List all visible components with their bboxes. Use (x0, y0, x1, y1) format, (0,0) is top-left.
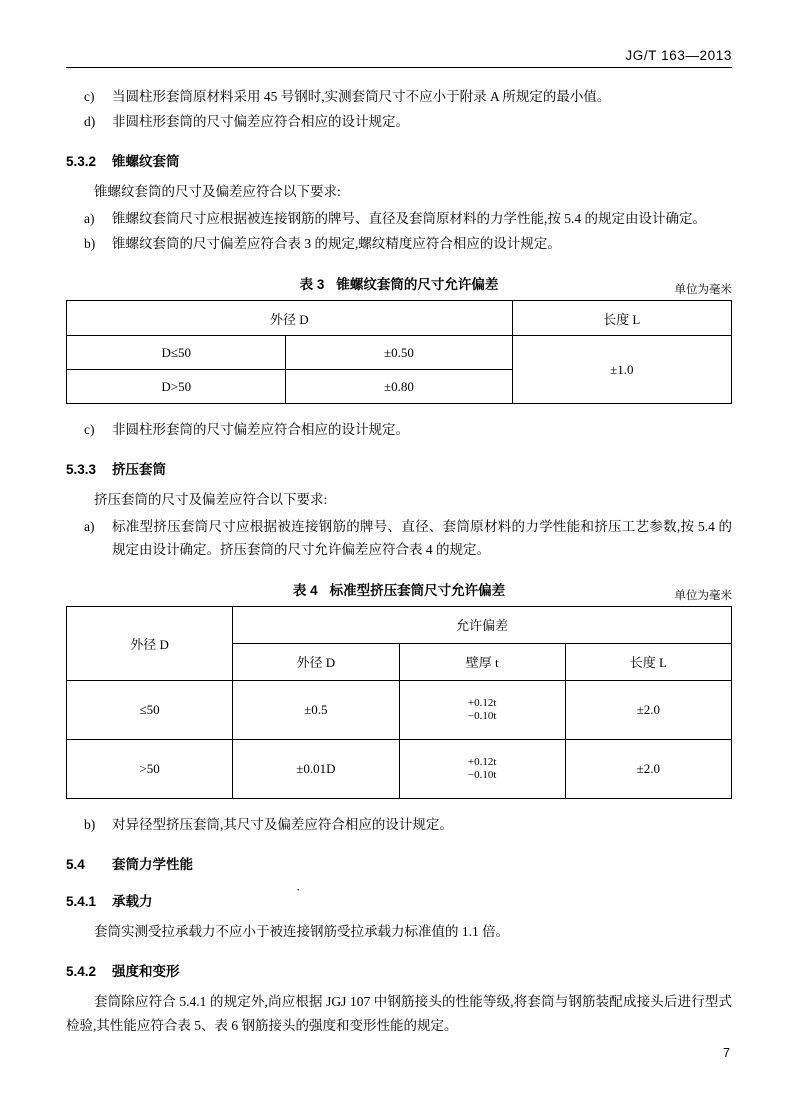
page-number: 7 (723, 1046, 730, 1060)
table3-unit-note: 单位为毫米 (674, 284, 732, 297)
section-number: 5.4.1 (66, 894, 97, 910)
section-title: 承载力 (112, 894, 153, 910)
table3-cell-length: ±1.0 (512, 336, 731, 404)
section-title: 强度和变形 (112, 964, 180, 980)
table4-subheader-thickness: 壁厚 t (399, 643, 565, 680)
list-item (66, 515, 732, 561)
list-marker: b) (84, 816, 96, 832)
list-item (66, 85, 732, 108)
list-item (66, 207, 732, 230)
section-heading-532 (66, 150, 732, 170)
section-number: 5.4 (66, 857, 85, 873)
section-532-intro: 锥螺纹套筒的尺寸及偏差应符合以下要求: (94, 184, 341, 200)
table3-number: 表 3 (299, 277, 325, 293)
list-item (66, 813, 732, 836)
table4-cell-dev-od: ±0.01D (233, 739, 399, 798)
list-text: 锥螺纹套筒的尺寸偏差应符合表 3 的规定,螺纹精度应符合相应的设计规定。 (112, 235, 561, 251)
list-marker: d) (84, 114, 96, 130)
table3-header-len: 长度 L (512, 301, 731, 336)
table4-cell-dev-thickness-top: +0.12t (467, 756, 497, 769)
table4-cell-dev-thickness (399, 739, 565, 798)
page-header: JG/T 163—2013 (66, 48, 732, 68)
list-item (66, 110, 732, 133)
table4-subheader-od: 外径 D (233, 643, 399, 680)
section-title: 挤压套筒 (112, 462, 166, 478)
list-text: 非圆柱形套筒的尺寸偏差应符合相应的设计规定。 (112, 114, 409, 130)
section-heading-542 (66, 960, 732, 980)
section-541-para: 套筒实测受拉承载力不应小于被连接钢筋受拉承载力标准值的 1.1 倍。 (94, 924, 510, 940)
page-content (66, 48, 732, 1040)
section-heading-541 (66, 890, 732, 910)
table4-header-group: 允许偏差 (233, 606, 732, 643)
table4 (66, 606, 732, 799)
list-item (66, 232, 732, 255)
table4-header-od: 外径 D (67, 606, 233, 680)
list-text: 非圆柱形套筒的尺寸偏差应符合相应的设计规定。 (112, 422, 409, 438)
table3-header-od: 外径 D (67, 301, 513, 336)
table4-subheader-length: 长度 L (565, 643, 731, 680)
table4-cell-od: >50 (67, 739, 233, 798)
stray-dot-mark: · (296, 882, 301, 897)
list-text: 对异径型挤压套筒,其尺寸及偏差应符合相应的设计规定。 (112, 816, 453, 832)
table3 (66, 300, 732, 404)
table4-cell-dev-od: ±0.5 (233, 680, 399, 739)
section-number: 5.3.3 (66, 462, 97, 478)
section-title: 锥螺纹套筒 (112, 154, 180, 170)
list-text: 标准型挤压套筒尺寸应根据被连接钢筋的牌号、直径、套筒原材料的力学性能和挤压工艺参数,按 5.4 的规定由设计确定。挤压套筒的尺寸允许偏差应符合表 4 的规定。 (112, 518, 732, 557)
table4-unit-note: 单位为毫米 (674, 589, 732, 602)
list-marker: c) (84, 89, 95, 104)
table4-cell-od: ≤50 (67, 680, 233, 739)
table4-cell-dev-length: ±2.0 (565, 739, 731, 798)
table-row (67, 336, 732, 370)
list-marker: c) (84, 422, 95, 438)
table3-cell-cond: D>50 (67, 370, 286, 404)
section-number: 5.3.2 (66, 154, 97, 170)
table-row (67, 739, 732, 798)
table4-title: 标准型挤压套筒尺寸允许偏差 (329, 582, 506, 598)
list-marker: b) (84, 235, 96, 251)
section-heading-54 (66, 853, 732, 873)
table-row (67, 680, 732, 739)
section-533-intro: 挤压套筒的尺寸及偏差应符合以下要求: (94, 492, 328, 508)
table4-cell-dev-thickness-bottom: −0.10t (467, 709, 497, 722)
table3-cell-cond: D≤50 (67, 336, 286, 370)
table4-cell-dev-thickness-bottom: −0.10t (467, 768, 497, 781)
list-text: 锥螺纹套筒尺寸应根据被连接钢筋的牌号、直径及套筒原材料的力学性能,按 5.4 的规定由设计确定。 (112, 210, 706, 226)
section-heading-533 (66, 458, 732, 478)
table3-cell-dev: ±0.50 (286, 336, 512, 370)
table4-cell-dev-thickness-top: +0.12t (467, 697, 497, 710)
section-title: 套筒力学性能 (112, 857, 193, 873)
section-number: 5.4.2 (66, 964, 97, 980)
section-542-para: 套筒除应符合 5.4.1 的规定外,尚应根据 JGJ 107 中钢筋接头的性能等级,将套筒与钢筋装配成接头后进行型式检验,其性能应符合表 5、表 6 钢筋接头的强度和变形性能的规定。 (66, 994, 732, 1033)
list-marker: a) (84, 518, 95, 534)
list-text: 当圆柱形套筒原材料采用 45 号钢时,实测套筒尺寸不应小于附录 A 所规定的最小值。 (112, 89, 611, 104)
table4-cell-dev-length: ±2.0 (565, 680, 731, 739)
table-row (67, 606, 732, 643)
table3-title: 锥螺纹套筒的尺寸允许偏差 (336, 277, 499, 293)
list-item (66, 418, 732, 441)
table4-number: 表 4 (292, 582, 318, 598)
table-row (67, 301, 732, 336)
table4-cell-dev-thickness (399, 680, 565, 739)
list-marker: a) (84, 210, 95, 226)
table3-cell-dev: ±0.80 (286, 370, 512, 404)
